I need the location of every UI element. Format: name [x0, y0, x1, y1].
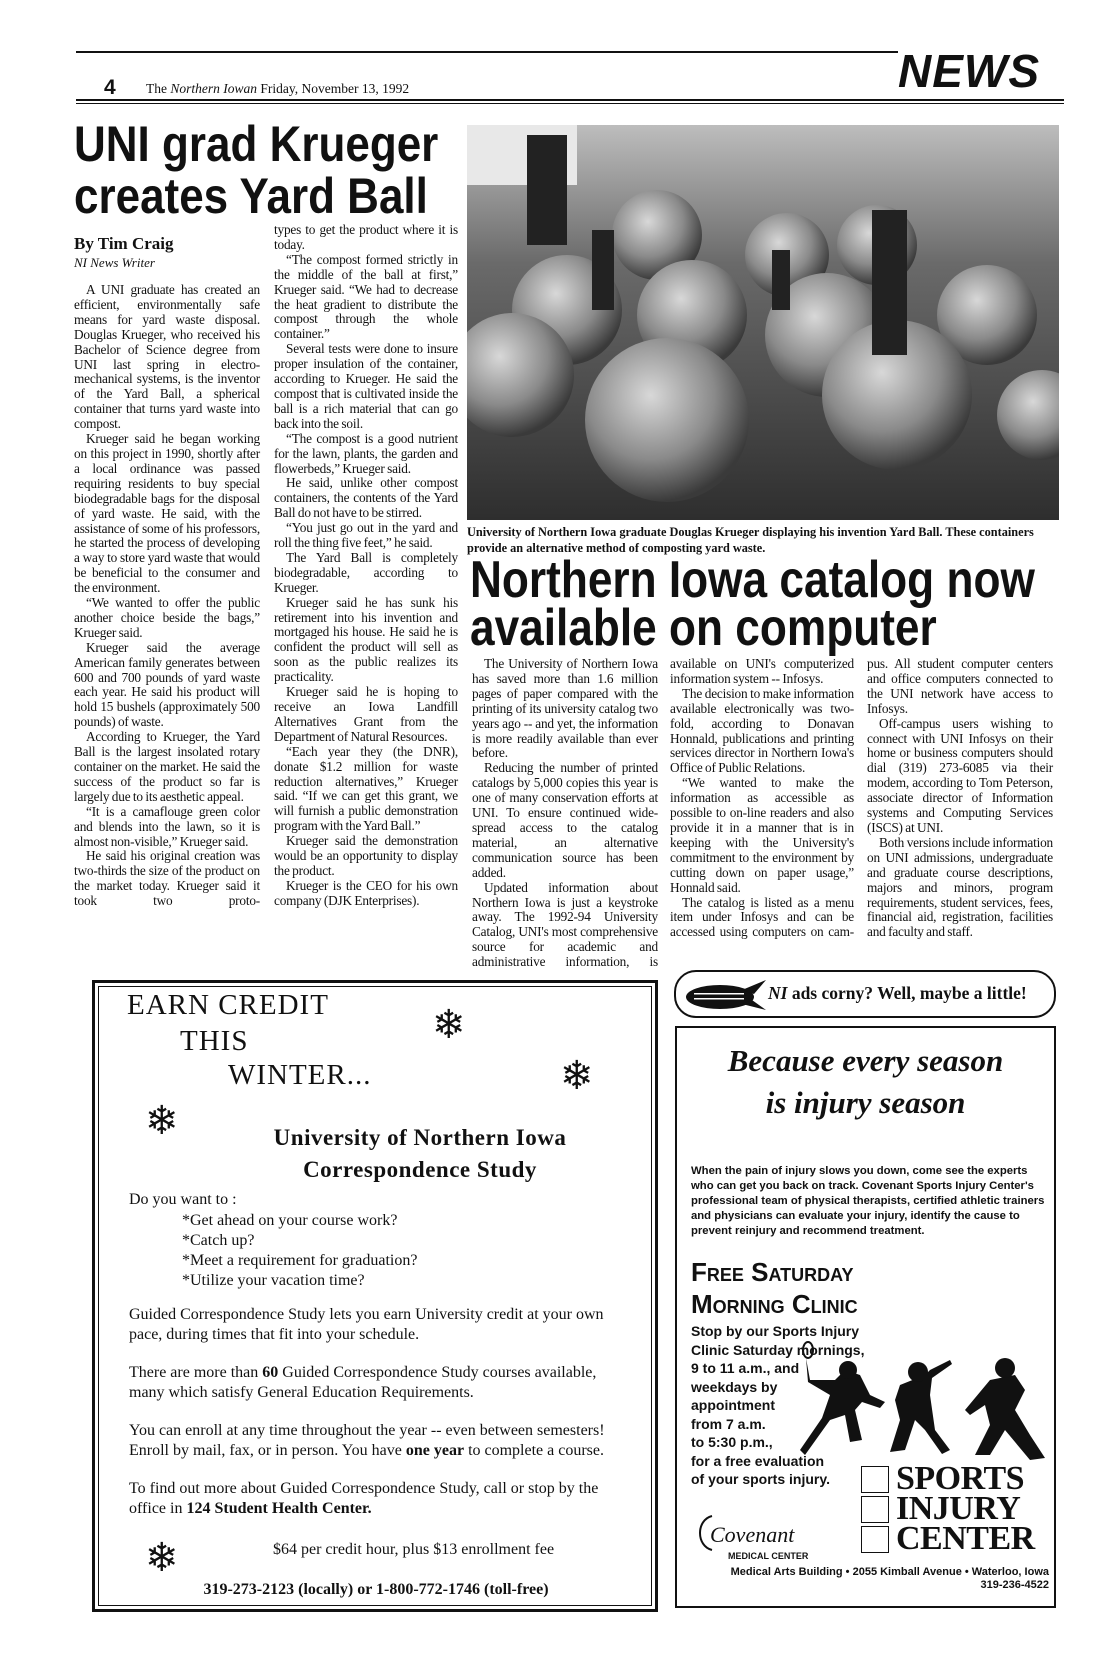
paragraph: Krueger said he began working on this project in 1990, shortly after a local ordinance was passed requiring residents to buy special biodegradable bags for the disposal of yard waste. He said, with the assistance of some of his professors, he started the process of developing a way to store yard waste that would be beneficial to the consumer and the environment.: [74, 431, 260, 596]
ad-price: $64 per credit hour, plus $13 enrollment fee: [273, 1541, 555, 1558]
logo-subtitle: MEDICAL CENTER: [728, 1551, 809, 1561]
paragraph: Krueger said the average American family generates between 600 and 700 pounds of yard waste each year. He said his product will hold 15 bushels (approximately 500 pounds) of waste.: [74, 639, 260, 730]
detail-line: appointment: [691, 1397, 775, 1413]
issue-date: Friday, November 13, 1992: [257, 81, 410, 96]
checkbox-square: [861, 1496, 889, 1523]
corn-banner-text: [768, 983, 1027, 1004]
paragraph: The catalog is listed as a menu item under Infosys and can be accessed using computers on cam-: [670, 894, 854, 940]
ad-bullet: *Meet a requirement for graduation?: [182, 1252, 418, 1269]
detail-line: weekdays by: [691, 1378, 778, 1395]
photo-caption: University of Northern Iowa graduate Douglas Krueger displaying his invention Yard Ball. These containers provide an alternative method of composting yard waste.: [467, 525, 1034, 555]
ad-question: Do you want to :: [129, 1191, 237, 1208]
corn-icon: [682, 978, 768, 1012]
byline-title: NI News Writer: [74, 255, 155, 270]
paragraph: According to Krueger, the Yard Ball is the largest insolated rotary container on the market. He said the success of the product so far is largely due to its aesthetic appeal.: [74, 729, 260, 804]
corn-banner: [674, 970, 1056, 1018]
ad-paragraph-4: [129, 1479, 634, 1519]
paragraph: “The compost formed strictly in the middle of the ball at first,” Krueger said. “We had to decrease the heat gradient to distribute the compost through the whole container.”: [274, 251, 458, 342]
folio-line: [146, 81, 409, 97]
sports-ad-body: When the pain of injury slows you down, come see the experts who can get you back on track. Covenant Sports Injury Center's professional team of physical therapists, certified athletic trainers and physicians can evaluate your injury, identify the cause to prevent reinjury and recommend treatment.: [691, 1165, 1045, 1237]
sports-ad-headline: [677, 1040, 1054, 1124]
ad-paragraph-2: [129, 1363, 634, 1403]
paragraph: A UNI graduate has created an efficient, environmentally safe means for yard waste disposal. Douglas Krueger, who received his Bachelor of Science degree from UNI last spring in electro-mechanical systems, is the inventor of the Yard Ball, a spherical container that turns yard waste into compost.: [74, 282, 260, 432]
phone: 319-236-4522: [980, 1579, 1049, 1591]
detail-line: 9 to 11 a.m., and: [691, 1360, 800, 1376]
paragraph: types to get the product where it is today.: [274, 222, 458, 252]
paragraph: He said his original creation was two-thirds the size of the product on the market today. Krueger said it took two proto-: [74, 848, 260, 909]
paragraph: Off-campus users wishing to connect with UNI Infosys on their home or business computers should dial (319) 273-6085 via their modem, according to Tom Peterson, associate director of Information systems and Computing Services (ISCS) at UNI.: [867, 715, 1053, 835]
folio-prefix: The: [146, 81, 171, 96]
detail-line: Clinic Saturday mornings,: [691, 1341, 865, 1358]
yard-ball-photo: [467, 125, 1059, 520]
story1-column-1: [74, 283, 260, 909]
text: to complete a course.: [464, 1442, 605, 1459]
paragraph: “The compost is a good nutrient for the lawn, plants, the garden and flowerbeds,” Krueger said.: [274, 430, 458, 476]
paragraph: The decision to make information available electronically was two-fold, according to Donavan Honnald, publications and printing services director in Northern Iowa's Office of Public Relations.: [670, 685, 854, 776]
text: You can enroll at any time throughout the year -- even between semesters! Enroll by mail, fax, or in person. You have: [129, 1422, 605, 1459]
clinic-title-2: Morning Clinic: [691, 1289, 858, 1319]
covenant-logo: [694, 1506, 834, 1562]
photo-image: [467, 125, 1059, 520]
story1-headline: UNI grad Krueger creates Yard Ball: [74, 116, 439, 224]
ad-bullet: *Get ahead on your course work?: [182, 1212, 398, 1229]
center-name-2: INJURY: [896, 1490, 1021, 1527]
center-name-3: CENTER: [896, 1520, 1035, 1557]
headline-line: Because every season: [727, 1043, 1004, 1078]
story2-column-1: [472, 657, 658, 970]
office-location: 124 Student Health Center.: [186, 1500, 372, 1517]
paragraph: Krueger is the CEO for his own company (DJK Enterprises).: [274, 877, 458, 908]
paragraph: Updated information about Northern Iowa is just a keystroke away. The 1992-94 University Catalog, UNI's most comprehensive source for academic and administrative information, is: [472, 879, 658, 970]
byline: By Tim Craig: [74, 234, 174, 253]
text: To find out more about Guided Correspondence Study, call or stop by the office in: [129, 1480, 599, 1517]
ad-paragraph-3: [129, 1421, 634, 1461]
detail-line: to 5:30 p.m.,: [691, 1434, 773, 1450]
paragraph: available on UNI's computerized information system -- Infosys.: [670, 656, 854, 686]
ni-abbrev: NI: [768, 983, 788, 1003]
address: Medical Arts Building • 2055 Kimball Avenue • Waterloo, Iowa: [730, 1566, 1049, 1578]
ad-this: THIS: [180, 1025, 249, 1057]
paragraph: Several tests were done to insure proper insulation of the container, according to Krueger. He said the compost that is cultivated inside the ball is a rich material that can go back into the soil.: [274, 341, 458, 431]
detail-line: from 7 a.m.: [691, 1415, 766, 1432]
checkbox-square: [861, 1466, 889, 1493]
paragraph: “It is a camaflouge green color and blends into the lawn, so it is almost non-visible,” Krueger said.: [74, 803, 260, 849]
paragraph: “You just go out in the yard and roll the thing five feet,” he said.: [274, 520, 458, 551]
headline-line: is injury season: [765, 1085, 966, 1120]
paragraph: “We wanted to offer the public another choice beside the bags,” Krueger said.: [74, 595, 260, 640]
ad-earn-credit: EARN CREDIT: [127, 989, 329, 1021]
paragraph: Reducing the number of printed catalogs by 5,000 copies this year is one of many conservation efforts at UNI. To ensure continued wide-spread access to the catalog material, an alternative communication source has been added.: [472, 760, 658, 880]
story2-column-3: [867, 657, 1053, 940]
paragraph: pus. All student computer centers and office computers connected to the UNI network have access to Infosys.: [867, 656, 1053, 716]
text: one year: [405, 1442, 465, 1459]
paragraph: He said, unlike other compost containers, the contents of the Yard Ball do not have to be stirred.: [274, 475, 458, 521]
paragraph: The Yard Ball is completely biodegradable, according to Krueger.: [274, 549, 458, 595]
course-count: 60: [262, 1364, 279, 1381]
paragraph: Krueger said he has sunk his retirement into his invention and mortgaged his house. He said he is confident the product will sell as soon as the public realizes its practicality.: [274, 594, 458, 685]
section-title: NEWS: [898, 45, 1040, 97]
center-name-1: SPORTS: [896, 1460, 1025, 1497]
athletes-silhouette-icon: [800, 1340, 1050, 1465]
ad-winter: WINTER...: [228, 1059, 372, 1091]
text: There are more than: [129, 1364, 263, 1381]
ad-bullet: *Catch up?: [182, 1232, 255, 1249]
detail-line: for a free evaluation: [691, 1452, 825, 1469]
paragraph: “Each year they (the DNR), donate $1.2 million for waste reduction alternatives,” Krueger said. “If we can get this grant, we will furnish a public demonstration program with the Yard Ball.”: [274, 743, 458, 834]
page-number: 4: [104, 76, 116, 99]
ad-bullet: *Utilize your vacation time?: [182, 1272, 365, 1289]
story2-headline: Northern Iowa catalog now available on computer: [470, 551, 1035, 657]
snowflake-icon: ❄: [145, 1098, 179, 1143]
story1-column-2: [274, 223, 458, 909]
logo-name: Covenant: [710, 1522, 795, 1547]
detail-line: of your sports injury.: [691, 1471, 830, 1487]
text: Guided Correspondence Study courses available, many which satisfy General Education Requirements.: [129, 1364, 597, 1401]
ad-org-program: Correspondence Study: [303, 1157, 537, 1182]
text: ads corny? Well, maybe a little!: [787, 983, 1027, 1003]
sports-ad-footer: [677, 1566, 1049, 1592]
top-rule: [76, 51, 898, 53]
header-double-rule: [76, 99, 1064, 104]
publication-name: Northern Iowan: [170, 81, 258, 96]
paragraph: The University of Northern Iowa has saved more than 1.6 million pages of paper compared with the printing of its university catalog two years ago -- and yet, the information is more readily available than ever before.: [472, 656, 658, 761]
detail-line: Stop by our Sports Injury: [691, 1323, 860, 1339]
snowflake-icon: ❄: [145, 1535, 179, 1580]
paragraph: Krueger said the demonstration would be an opportunity to display the product.: [274, 833, 458, 878]
snowflake-icon: ❄: [560, 1053, 594, 1098]
ad-org-name: University of Northern Iowa: [273, 1125, 567, 1150]
paragraph: “We wanted to make the information as accessible as possible to on-line readers and also provide it in a manner that is in keeping with the University's commitment to the environment by cutting down on paper usage,” Honnald said.: [670, 775, 854, 895]
paragraph: Krueger said he is hoping to receive an Iowa Landfill Alternatives Grant from the Department of Natural Resources.: [274, 684, 458, 744]
clinic-title-1: Free Saturday: [691, 1257, 854, 1287]
ad-phone: 319-273-2123 (locally) or 1-800-772-1746 (toll-free): [203, 1581, 549, 1598]
snowflake-icon: ❄: [432, 1002, 466, 1047]
checkbox-square: [861, 1526, 889, 1553]
ad-paragraph-1: Guided Correspondence Study lets you earn University credit at your own pace, during times that fit into your schedule.: [129, 1306, 604, 1343]
story2-column-2: [670, 657, 854, 940]
paragraph: Both versions include information on UNI admissions, undergraduate and graduate course descriptions, majors and minors, program requirements, student services, fees, financial aid, registration, facilities and faculty and staff.: [867, 834, 1053, 940]
